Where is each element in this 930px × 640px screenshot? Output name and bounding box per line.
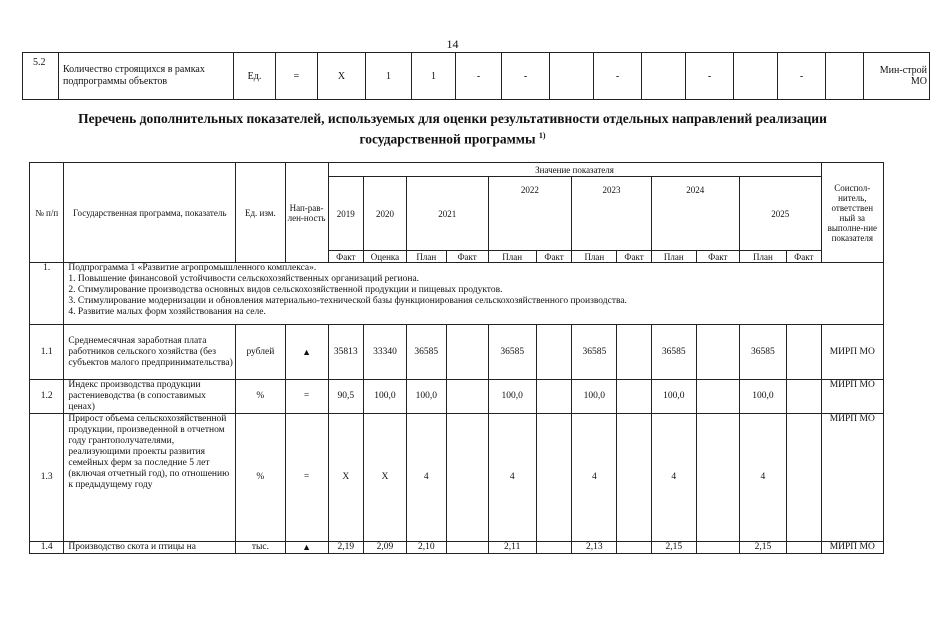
sub-header: Факт — [536, 251, 571, 263]
direction-cell: = — [285, 380, 328, 414]
table-row — [30, 542, 884, 554]
page-number: 14 — [446, 37, 459, 51]
executor-cell: МИРП МО — [821, 380, 883, 414]
value-cell — [446, 380, 488, 414]
value-cell: 2,19 — [328, 542, 363, 554]
value-cell — [696, 414, 739, 542]
value-cell: 2,13 — [572, 542, 617, 554]
direction-up-icon: ▲ — [285, 542, 328, 554]
value-cell: 100,0 — [739, 380, 786, 414]
value-cell: 36585 — [488, 325, 536, 380]
value-cell: Х — [328, 414, 363, 542]
value-cell: 100,0 — [572, 380, 617, 414]
executor-cell: Мин-строй МО — [864, 53, 930, 100]
executor-cell: МИРП МО — [821, 542, 883, 554]
sub-header: План — [651, 251, 696, 263]
value-cell — [734, 53, 778, 100]
indicator-name: Индекс производства продукции растениеводства (в сопоставимых ценах) — [64, 380, 236, 414]
year-header: 2023 — [572, 177, 651, 251]
unit-cell: % — [236, 414, 285, 542]
year-header: 2024 — [651, 177, 739, 251]
table-row — [30, 414, 884, 542]
sub-header: Оценка — [363, 251, 406, 263]
value-cell: - — [686, 53, 734, 100]
table-row — [23, 53, 930, 100]
value-cell — [642, 53, 686, 100]
row-number: 1.4 — [30, 542, 64, 554]
row-number: 1. — [30, 263, 64, 325]
sub-header: Факт — [696, 251, 739, 263]
sub-header: План — [488, 251, 536, 263]
unit-cell: тыс. — [236, 542, 285, 554]
section-text — [64, 263, 884, 325]
sub-header: Факт — [446, 251, 488, 263]
year-header: 2020 — [363, 177, 406, 251]
value-cell: 35813 — [328, 325, 363, 380]
row-number: 5.2 — [23, 53, 59, 100]
value-cell: - — [594, 53, 642, 100]
value-cell — [536, 414, 571, 542]
value-cell: 2,11 — [488, 542, 536, 554]
value-cell — [787, 380, 822, 414]
value-cell: 2,10 — [406, 542, 446, 554]
value-cell: 100,0 — [363, 380, 406, 414]
table-row — [30, 325, 884, 380]
value-cell — [446, 542, 488, 554]
value-cell: 4 — [406, 414, 446, 542]
value-cell — [696, 380, 739, 414]
section-line: Подпрограмма 1 «Развитие агропромышленного комплекса». — [68, 263, 317, 273]
value-cell — [826, 53, 864, 100]
value-cell — [446, 414, 488, 542]
value-cell: 1 — [412, 53, 456, 100]
section-line: 4. Развитие малых форм хозяйствования на селе. — [68, 307, 266, 317]
value-cell — [536, 325, 571, 380]
value-cell: - — [456, 53, 502, 100]
header-row — [30, 163, 884, 177]
header-executor: Соиспол-нитель, ответствен ный за выполне-ние показателя — [821, 163, 883, 263]
year-header: 2025 — [739, 177, 821, 251]
sub-header: Факт — [787, 251, 822, 263]
sub-header: План — [739, 251, 786, 263]
sub-header: Факт — [328, 251, 363, 263]
value-cell — [617, 325, 651, 380]
value-cell: 2,15 — [651, 542, 696, 554]
title-footnote-mark: 1) — [538, 131, 546, 140]
value-cell — [617, 542, 651, 554]
value-cell: 100,0 — [488, 380, 536, 414]
value-cell: 36585 — [739, 325, 786, 380]
sub-header: План — [572, 251, 617, 263]
unit-cell: % — [236, 380, 285, 414]
year-header: 2019 — [328, 177, 363, 251]
section-line: 3. Стимулирование модернизации и обновления материально-технической базы функционирования сельскохозяйственного производства. — [68, 296, 627, 306]
header-name: Государственная программа, показатель — [64, 163, 236, 263]
header-direction: Нап-рав-лен-ность — [285, 163, 328, 263]
previous-table — [22, 52, 930, 100]
header-unit: Ед. изм. — [236, 163, 285, 263]
executor-cell: МИРП МО — [821, 414, 883, 542]
value-cell: 90,5 — [328, 380, 363, 414]
direction-cell: = — [276, 53, 318, 100]
value-cell: Х — [363, 414, 406, 542]
header-num: № п/п — [30, 163, 64, 263]
year-header: 2021 — [406, 177, 488, 251]
unit-cell: Ед. — [234, 53, 276, 100]
value-cell: - — [502, 53, 550, 100]
indicator-name: Количество строящихся в рамках подпрограммы объектов — [59, 53, 234, 100]
header-values: Значение показателя — [328, 163, 821, 177]
indicators-table — [29, 162, 884, 554]
year-header: 2022 — [488, 177, 572, 251]
value-cell: 4 — [651, 414, 696, 542]
value-cell — [617, 414, 651, 542]
section-line: 1. Повышение финансовой устойчивости сельскохозяйственных организаций региона. — [68, 274, 420, 284]
value-cell: 4 — [488, 414, 536, 542]
value-cell: 4 — [739, 414, 786, 542]
value-cell — [617, 380, 651, 414]
section-row — [30, 263, 884, 325]
value-cell — [550, 53, 594, 100]
indicator-name: Прирост объема сельскохозяйственной продукции, произведенной в отчетном году грантополучателями, реализующими проекты развития семейных ферм за последние 5 лет (включая отчетный год), по отношению к предыдущему году — [64, 414, 236, 542]
document-title — [40, 110, 865, 148]
sub-header: План — [406, 251, 446, 263]
value-cell — [536, 542, 571, 554]
value-cell: 36585 — [651, 325, 696, 380]
value-cell: 2,09 — [363, 542, 406, 554]
value-cell: 2,15 — [739, 542, 786, 554]
value-cell: 1 — [366, 53, 412, 100]
executor-cell: МИРП МО — [821, 325, 883, 380]
direction-cell: = — [285, 414, 328, 542]
value-cell: - — [778, 53, 826, 100]
value-cell: 36585 — [406, 325, 446, 380]
value-cell — [536, 380, 571, 414]
table-row — [30, 380, 884, 414]
row-number: 1.1 — [30, 325, 64, 380]
value-cell — [446, 325, 488, 380]
section-line: 2. Стимулирование производства основных видов сельскохозяйственной продукции и пищевых продуктов. — [68, 285, 503, 295]
value-cell: 4 — [572, 414, 617, 542]
value-cell: 33340 — [363, 325, 406, 380]
value-cell — [696, 542, 739, 554]
title-text: Перечень дополнительных показателей, используемых для оценки результативности отдельных направлений реализации государственной программы — [78, 111, 827, 147]
unit-cell: рублей — [236, 325, 285, 380]
row-number: 1.2 — [30, 380, 64, 414]
value-cell: 100,0 — [651, 380, 696, 414]
indicator-name: Производство скота и птицы на — [64, 542, 236, 554]
value-cell — [787, 325, 822, 380]
sub-header: Факт — [617, 251, 651, 263]
value-cell: Х — [318, 53, 366, 100]
indicator-name: Среднемесячная заработная плата работников сельского хозяйства (без субъектов малого предпринимательства) — [64, 325, 236, 380]
value-cell — [696, 325, 739, 380]
value-cell — [787, 414, 822, 542]
direction-up-icon: ▲ — [285, 325, 328, 380]
value-cell: 100,0 — [406, 380, 446, 414]
row-number: 1.3 — [30, 414, 64, 542]
value-cell — [787, 542, 822, 554]
value-cell: 36585 — [572, 325, 617, 380]
